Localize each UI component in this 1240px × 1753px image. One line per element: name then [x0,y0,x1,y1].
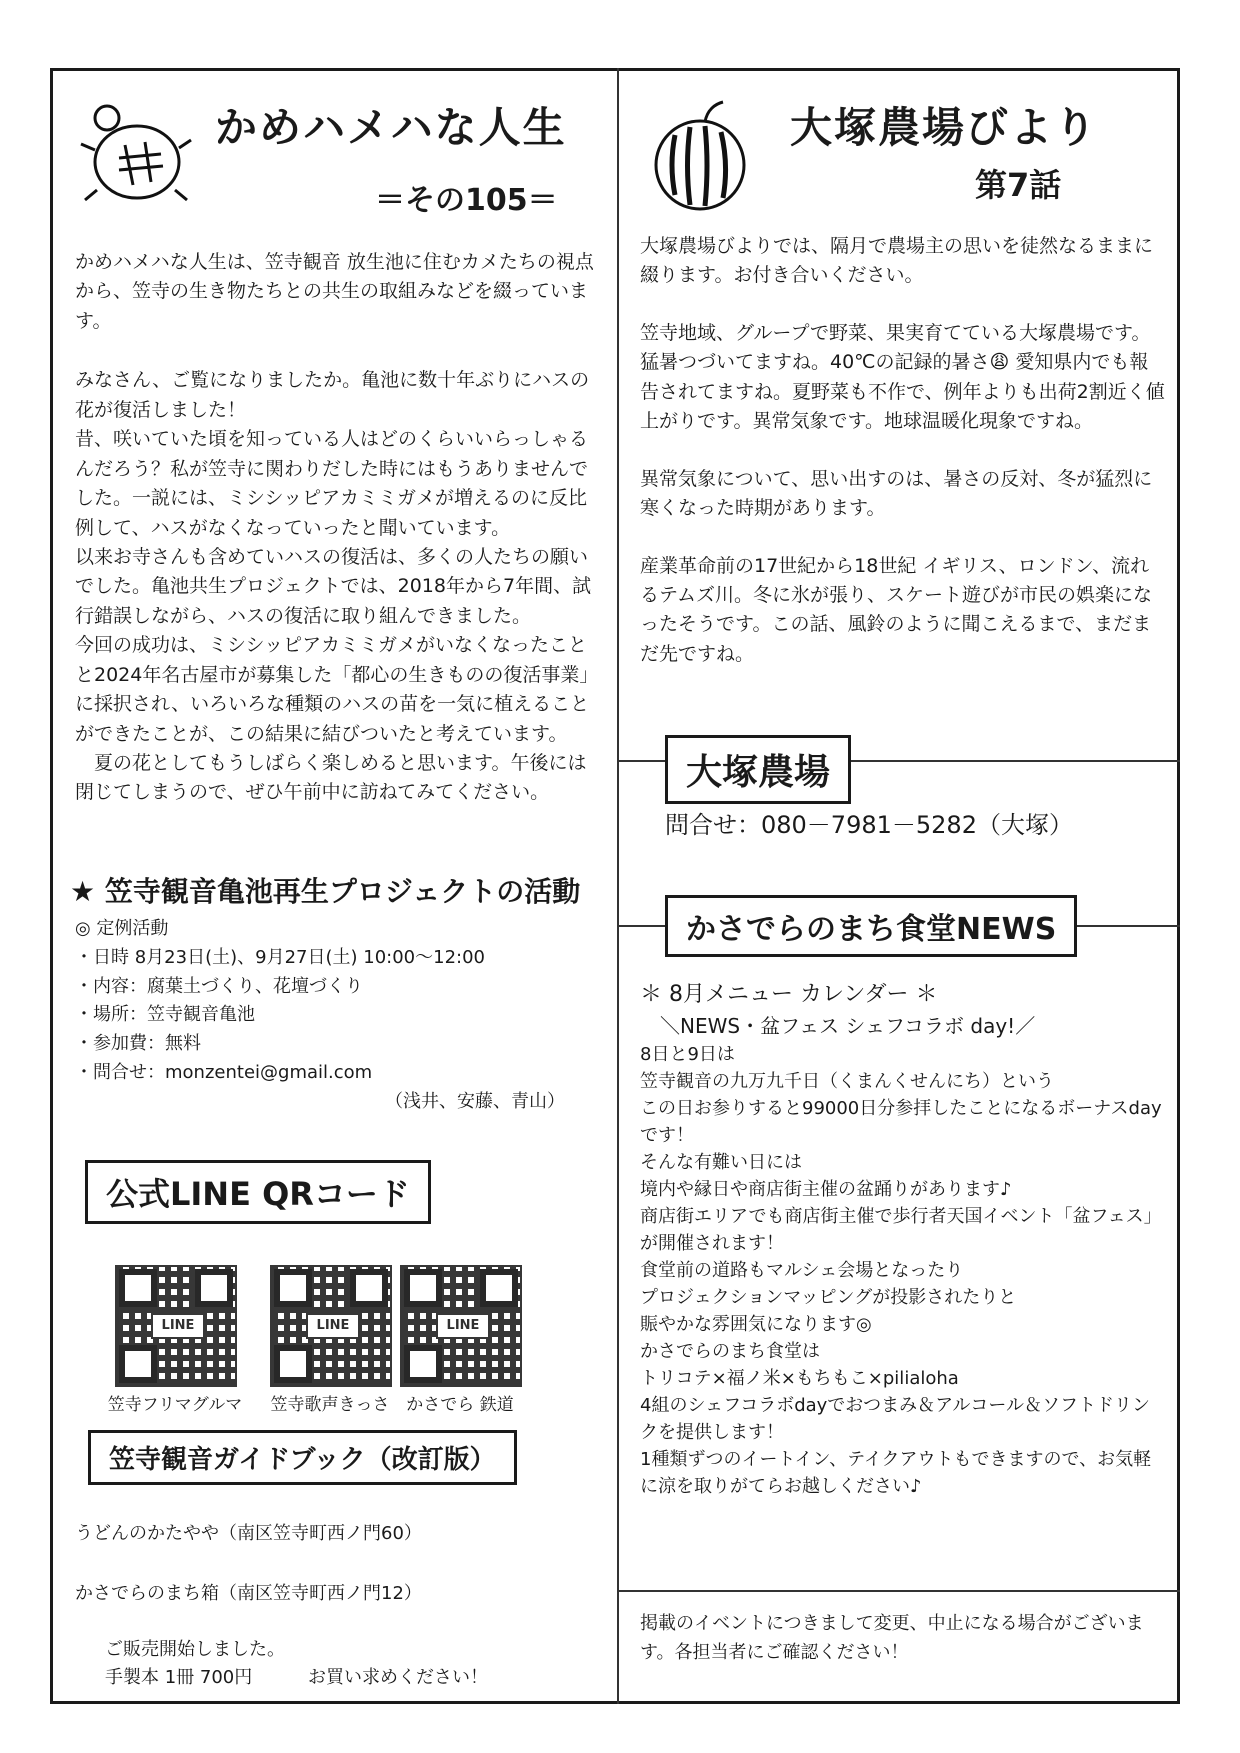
guide-shop: うどんのかたやや（南区笠寺町西ノ門60） [75,1523,422,1544]
guide-shop: かさでらのまち箱（南区笠寺町西ノ門12） [75,1582,422,1604]
project-subtitle: ◎ 定例活動 [75,918,169,939]
kame-issue: ＝その105＝ [375,183,558,218]
news-body [640,978,1165,1500]
project-line: ・問合せ：monzentei@gmail.com [75,1061,373,1083]
guide-details [75,1520,605,1692]
farm-title: 大塚農場 [665,735,851,804]
news-line: 食堂前の道路もマルシェ会場となったり [640,1260,964,1281]
farm-paragraph: 異常気象について、思い出すのは、暑さの反対、冬が猛烈に寒くなった時期があります。 [640,467,1153,520]
news-line: 商店街エリアでも商店街主催で歩行者天国イベント「盆フェス」が開催されます！ [640,1206,1162,1254]
news-line: プロジェクションマッピングが投影されたりと [640,1287,1017,1308]
kame-body [75,248,605,808]
news-subheading: ＼NEWS・盆フェス シェフコラボ day!／ [660,1014,1036,1038]
project-details [75,915,605,1117]
watermelon-icon [645,100,755,215]
footer-divider-line [619,1590,1180,1592]
farm-paragraph: 笠寺地域、グループで野菜、果実育てている大塚農場です。猛暑つづいてますね。40℃の記録的暑さ😩 愛知県内でも報告されてますね。夏野菜も不作で、例年よりも出荷2割近く値上がりです。異常気象です。地球温暖化現象ですね。 [640,321,1165,433]
kame-paragraph: みなさん、ご覧になりましたか。亀池に数十年ぶりにハスの花が復活しました！ [75,369,590,421]
kame-paragraph: 今回の成功は、ミシシッピアカミミガメがいなくなったことと2024年名古屋市が募集した「都心の生きものの復活事業」に採択され、いろいろな種類のハスの苗を一気に植えることができたことが、この結果に結びついたと考えています。 [75,634,599,745]
farm-contact: 問合せ：080－7981－5282（大塚） [665,811,1073,839]
project-title: ★ 笠寺観音亀池再生プロジェクトの活動 [70,875,581,908]
qr-code-flea-market[interactable] [115,1265,237,1387]
news-line: 境内や縁日や商店街主催の盆踊りがあります♪ [640,1179,1012,1200]
qr-section-title: 公式LINE QRコード [85,1160,431,1224]
news-line: 4組のシェフコラボdayでおつまみ＆アルコール＆ソフトドリンクを提供します！ [640,1395,1151,1443]
farm-intro: 大塚農場びよりでは、隔月で農場主の思いを徒然なるままに綴ります。お付き合いください。 [640,235,1154,287]
qr-label: かさでら 鉄道 [406,1395,514,1415]
news-line: トリコテ×福ノ米×もちもこ×pilialoha [640,1368,959,1389]
project-line: ・内容：腐葉土づくり、花壇づくり [75,975,363,997]
news-line: そんな有難い日には [640,1152,802,1173]
guide-buy-note: お買い求めください！ [308,1666,488,1688]
news-line: 賑やかな雰囲気になります◎ [640,1314,872,1335]
line-badge: LINE [306,1313,360,1339]
farm-paragraph: 産業革命前の17世紀から18世紀 イギリス、ロンドン、流れるテムズ川。冬に氷が張り、スケート遊びが市民の娯楽になったそうです。この話、風鈴のように聞こえるまで、まだまだ先ですね。 [640,554,1153,665]
kame-intro: かめハメハな人生は、笠寺観音 放生池に住むカメたちの視点から、笠寺の生き物たちとの共生の取組みなどを綴っています。 [75,251,594,332]
project-contacts: （浅井、安藤、青山） [385,1090,565,1112]
kame-title: かめハメハな人生 [215,103,567,152]
column-divider [617,68,619,1704]
guide-price-row [75,1664,605,1692]
qr-label: 笠寺フリマグルマ [107,1395,243,1415]
news-line: 笠寺観音の九万九千日（くまんくせんにち）という [640,1071,1054,1092]
qr-label: 笠寺歌声きっさ [270,1395,390,1415]
kame-paragraph: 夏の花としてもうしばらく楽しめると思います。午後には閉じてしまうので、ぜひ午前中に訪ねてみてください。 [75,752,587,804]
guide-sale-note: ご販売開始しました。 [105,1638,285,1660]
news-line: かさでらのまち食堂は [640,1341,820,1362]
farm-column-title: 大塚農場びより [790,103,1099,152]
project-line: ・場所：笠寺観音亀池 [75,1004,255,1026]
line-badge: LINE [151,1313,205,1339]
guide-price: 手製本 1冊 700円 [105,1666,253,1688]
qr-code-song-cafe[interactable] [270,1265,392,1387]
turtle-icon [75,100,195,210]
news-heading: ＊ 8月メニュー カレンダー ＊ [640,982,938,1007]
news-line: この日お参りすると99000日分参拝したことになるボーナスdayです！ [640,1098,1162,1146]
news-line: 8日と9日は [640,1044,735,1065]
footer-note: 掲載のイベントにつきまして変更、中止になる場合がございます。各担当者にご確認ください！ [640,1613,1144,1663]
kame-paragraph: 以来お寺さんも含めていハスの復活は、多くの人たちの願いでした。亀池共生プロジェクトでは、2018年から7年間、試行錯誤しながら、ハスの復活に取り組んできました。 [75,545,592,627]
news-line: 1種類ずつのイートイン、テイクアウトもできますので、お気軽に涼を取りがてらお越しください♪ [640,1449,1152,1497]
project-line: ・日時 8月23日(土)、9月27日(土) 10:00～12:00 [75,946,485,968]
kame-paragraph: 昔、咲いていた頃を知っている人はどのくらいいらっしゃるんだろう？私が笠寺に関わりだした時にはもうありませんでした。一説には、ミシシッピアカミミガメが増えるのに反比例して、ハスがなくなっていったと聞いています。 [75,428,589,539]
project-line: ・参加費：無料 [75,1033,201,1055]
qr-code-railway[interactable] [400,1265,522,1387]
line-badge: LINE [436,1313,490,1339]
guide-title: 笠寺観音ガイドブック（改訂版） [88,1430,517,1485]
farm-body [640,232,1165,683]
farm-episode: 第7話 [975,166,1062,204]
news-title: かさでらのまち食堂NEWS [665,895,1077,957]
